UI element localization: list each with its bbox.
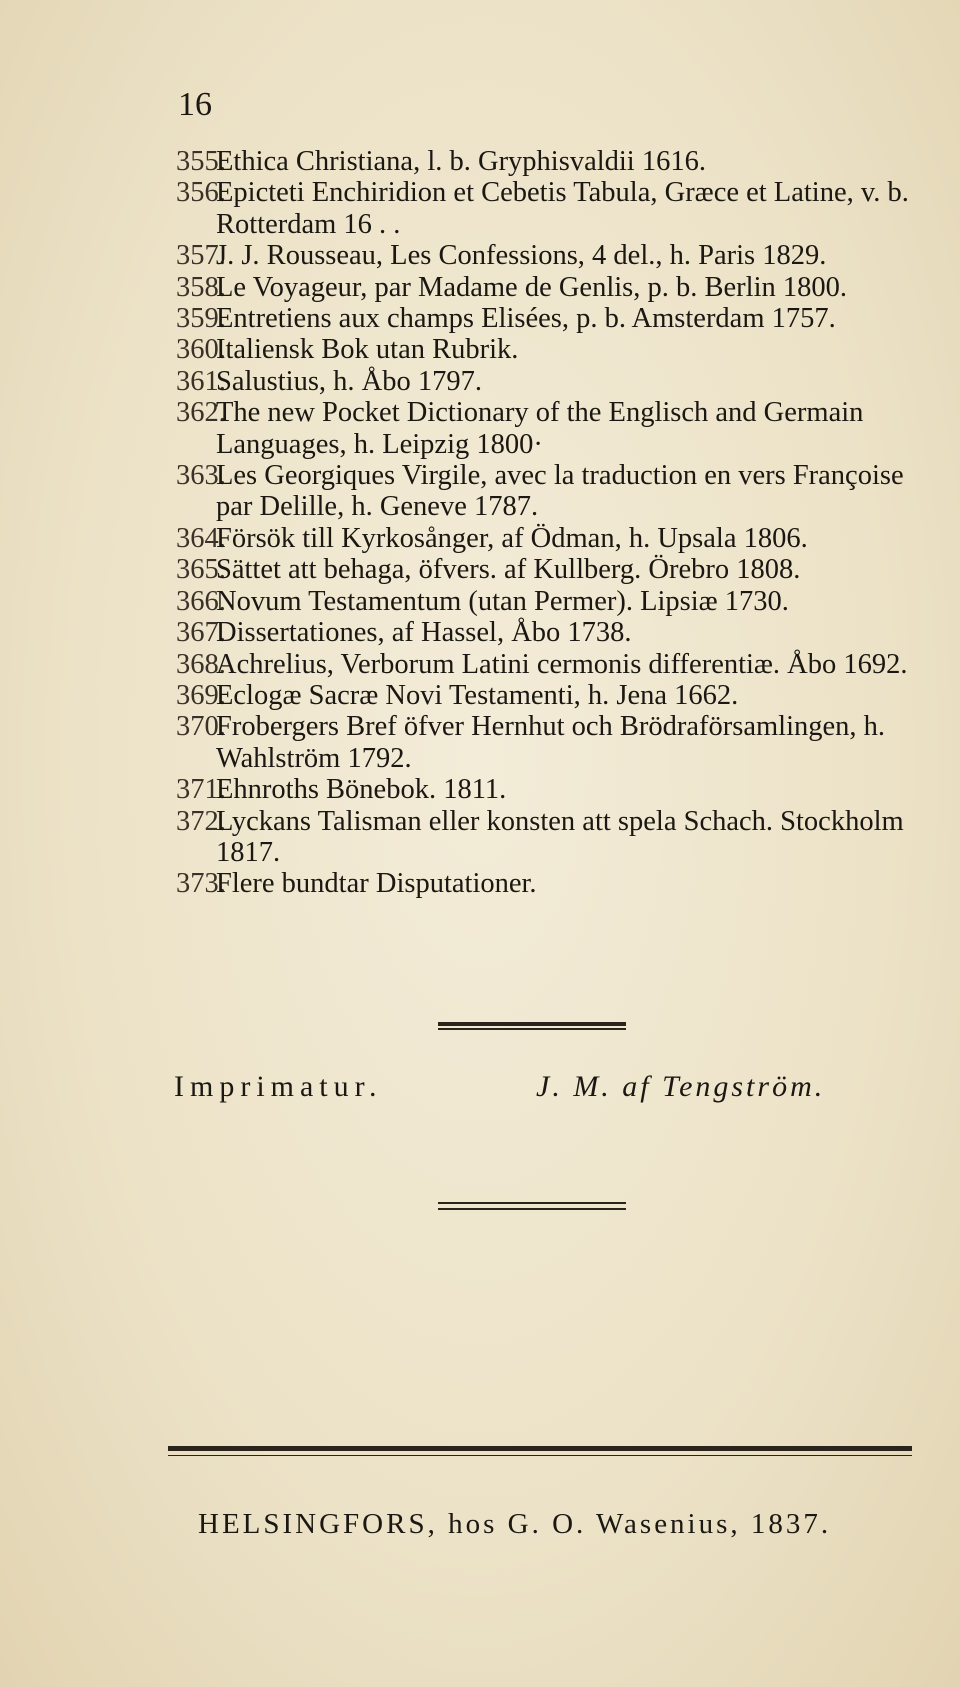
entry-number: 362. [176,397,226,429]
catalogue-entry [176,366,916,397]
catalogue-entry [176,711,916,774]
entry-number: 364. [176,522,226,554]
catalogue-entry [176,649,916,680]
footer-rule-thin [168,1455,912,1456]
entry-number: 356. [176,177,226,209]
catalogue-entry [176,460,916,523]
entry-text: Sättet att behaga, öfvers. af Kullberg. Örebro 1808. [216,554,801,586]
catalogue-entry [176,397,916,460]
entry-text: Försök till Kyrkosånger, af Ödman, h. Upsala 1806. [216,522,808,554]
footer-rule-thick [168,1446,912,1451]
catalogue-entry [176,617,916,648]
imprimatur-label: Imprimatur. [174,1070,383,1103]
censor-name: J. M. af Tengström. [536,1070,826,1103]
catalogue-entry [176,680,916,711]
entry-text: Les Georgiques Virgile, avec la traduction en vers Françoise par Delille, h. Geneve 1787. [216,460,904,523]
catalogue-entry [176,146,916,177]
catalogue-entry [176,868,916,899]
entry-number: 366. [176,585,226,617]
ornamental-rule-top [438,1022,626,1026]
catalogue-entry [176,303,916,334]
entry-text: J. J. Rousseau, Les Confessions, 4 del., h. Paris 1829. [216,240,827,272]
entry-number: 360. [176,334,226,366]
catalogue-entry [176,554,916,585]
printer-imprint: HELSINGFORS, hos G. O. Wasenius, 1837. [198,1508,832,1540]
entry-text: Lyckans Talisman eller konsten att spela Schach. Stockholm 1817. [216,805,904,868]
entry-number: 368. [176,648,226,680]
ornamental-rule-bottom [438,1202,626,1204]
catalogue-entry [176,523,916,554]
catalogue-entry [176,774,916,805]
entry-text: Salustius, h. Åbo 1797. [216,365,483,397]
entry-text: Novum Testamentum (utan Permer). Lipsiæ 1730. [216,585,789,617]
entry-number: 363. [176,460,226,492]
ornamental-rule-bottom-thin [438,1208,626,1210]
entry-number: 365. [176,554,226,586]
entry-number: 355. [176,146,226,177]
entry-text: Le Voyageur, par Madame de Genlis, p. b. Berlin 1800. [216,271,847,303]
catalogue-entry [176,272,916,303]
entry-number: 371. [176,774,226,806]
entry-text: Entretiens aux champs Elisées, p. b. Amsterdam 1757. [216,303,836,335]
entry-text: Flere bundtar Disputationer. [216,868,537,900]
catalogue-entry [176,334,916,365]
entry-number: 369. [176,679,226,711]
entry-text: Ehnroths Bönebok. 1811. [216,774,507,806]
entry-text: The new Pocket Dictionary of the Englisch and Germain Languages, h. Leipzig 1800· [216,397,864,460]
entry-number: 370. [176,711,226,743]
entry-text: Epicteti Enchiridion et Cebetis Tabula, Græce et Latine, v. b. Rotterdam 16 . . [216,177,909,240]
entry-number: 367. [176,617,226,649]
catalogue-entry [176,586,916,617]
entry-number: 361. [176,365,226,397]
entry-number: 358. [176,271,226,303]
catalogue-entry [176,806,916,869]
entry-number: 359. [176,303,226,335]
page-number: 16 [178,86,212,123]
entry-number: 357. [176,240,226,272]
catalogue-entry [176,240,916,271]
entry-text: Achrelius, Verborum Latini cermonis differentiæ. Åbo 1692. [216,648,908,680]
catalogue-list [176,146,916,900]
entry-text: Frobergers Bref öfver Hernhut och Brödraförsamlingen, h. Wahlström 1792. [216,711,886,774]
entry-text: Ethica Christiana, l. b. Gryphisvaldii 1616. [216,146,706,177]
ornamental-rule-top-thin [438,1028,626,1030]
entry-text: Eclogæ Sacræ Novi Testamenti, h. Jena 1662. [216,679,739,711]
entry-text: Dissertationes, af Hassel, Åbo 1738. [216,617,632,649]
entry-text: Italiensk Bok utan Rubrik. [216,334,519,366]
entry-number: 372. [176,805,226,837]
catalogue-entry [176,177,916,240]
entry-number: 373. [176,868,226,900]
